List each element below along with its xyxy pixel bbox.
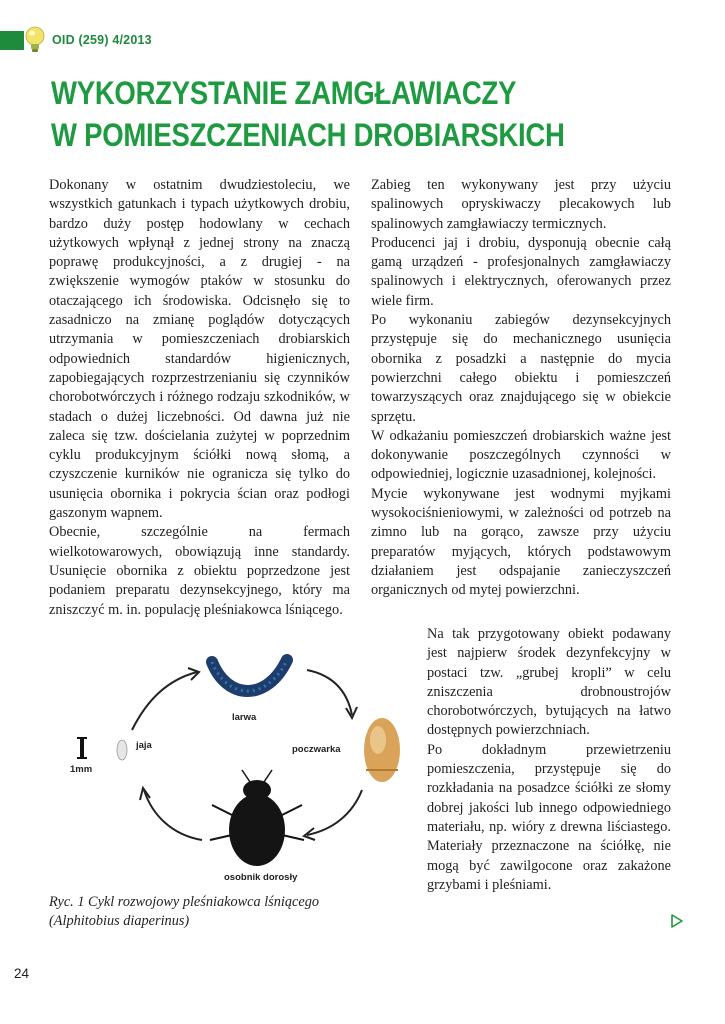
label-pupa: poczwarka xyxy=(292,744,341,755)
paragraph: W odkażaniu pomieszczeń drobiarskich ważne jest dokonywanie poszczególnych czynności w odpowiedniej, logicznie uzasadnionej, kolejności. xyxy=(371,427,671,483)
paragraph: Zabieg ten wykonywany jest przy użyciu spalinowych opryskiwaczy plecakowych lub spalinowych zamgławiaczy termicznych. xyxy=(371,177,671,232)
caption-line: (Alphitobius diaperinus) xyxy=(49,913,190,930)
label-scale: 1mm xyxy=(70,764,93,775)
right-column xyxy=(371,176,671,601)
paragraph: Dokonany w ostatnim dwudziestoleciu, we wszystkich gatunkach i typach użytkowych drobiu, bardzo duży postęp hodowlany w cechach użytkowych wpłynął z jednej strony na znaczą poprawę produkcyjności, a z drugiej - na zwiększenie wymogów ptaków w stosunku do otaczającego ich środowiska. Odcisnęło się to zasadniczo na zmianę poglądów dotyczących utrzymania w pomieszczeniach drobiarskich odpowiednich standardów higienicznych, zapobiegających rozprzestrzenianiu się czynników chorobotwórczych i różnego rodzaju szkodników, w stadach o dużej liczebności. Od dawna już nie zaleca się tzw. dościelania zużytej w poprzednim cyklu produkcyjnym ściółki nową słomą, a czyszczenie kurników nie ogranicza się tylko do usunięcia obornika i pokrycia ścian oraz podłogi gaszonym wapnem. xyxy=(49,177,350,522)
life-cycle-figure xyxy=(52,640,412,885)
left-column xyxy=(49,176,350,620)
paragraph: Po dokładnym przewietrzeniu pomieszczenia, przystępuje się do rozkładania na posadzce ściółki ze słomy dobrej jakości lub innego odpowiedniego materiału, np. wióry z drewna liściastego. Materiały przeznaczone na ściółkę, nie mogą być zawilgocone oraz zakażone grzybami i pleśniami. xyxy=(427,741,671,893)
page-number: 24 xyxy=(14,966,30,981)
paragraph: Na tak przygotowany obiekt podawany jest najpierw środek dezynfekcyjny w postaci tzw. „grubej kropli” w celu zniszczenia drobnoustrojów chorobotwórczych, bytujących na łatwo dostępnych powierzchniach. xyxy=(427,626,671,739)
paragraph: Po wykonaniu zabiegów dezynsekcyjnych przystępuje się do mechanicznego usunięcia obornika z posadzki a następnie do mycia powierzchni całego obiektu i pomieszczeń towarzyszących oraz znajdującego się w obiekcie sprzętu. xyxy=(371,312,671,425)
beetle-icon xyxy=(210,770,304,866)
issue-label: OID (259) 4/2013 xyxy=(52,33,152,47)
title-line-2: W POMIESZCZENIACH DROBIARSKICH xyxy=(51,117,565,153)
larva-icon xyxy=(212,660,287,691)
pupa-icon xyxy=(364,718,400,782)
figure-caption xyxy=(49,893,389,932)
label-larva: larwa xyxy=(232,712,257,723)
article-title xyxy=(51,72,601,156)
lightbulb-icon xyxy=(22,25,48,55)
egg-icon xyxy=(117,740,127,760)
paragraph: Mycie wykonywane jest wodnymi myjkami wysokociśnieniowymi, w zależności od potrzeb na zimno lub na gorąco, zawsze przy użyciu preparatów myjących, których podstawowym działaniem jest odspajanie zanieczyszczeń organicznych od mytej powierzchni. xyxy=(371,485,671,599)
caption-line: Ryc. 1 Cykl rozwojowy pleśniakowca lśniącego xyxy=(49,894,320,910)
label-egg: jaja xyxy=(136,740,152,751)
title-line-1: WYKORZYSTANIE ZAMGŁAWIACZY xyxy=(51,75,517,111)
right-column-narrow xyxy=(427,625,671,895)
header-green-bar xyxy=(0,31,24,50)
label-adult: osobnik dorosły xyxy=(224,872,298,883)
paragraph: Producenci jaj i drobiu, dysponują obecnie całą gamą urządzeń - profesjonalnych zamgławiaczy spalinowych i elektrycznych, oferowanych przez wiele firm. xyxy=(371,234,671,309)
scale-bar-icon xyxy=(77,738,87,758)
continue-arrow-icon xyxy=(670,913,684,929)
paragraph: Obecnie, szczególnie na fermach wielkotowarowych, obowiązują inne standardy. Usunięcie obornika z obiektu poprzedzone jest podaniem preparatu dezynsekcyjnego, który ma zniszczyć m. in. populację pleśniakowca lśniącego. xyxy=(49,524,350,618)
